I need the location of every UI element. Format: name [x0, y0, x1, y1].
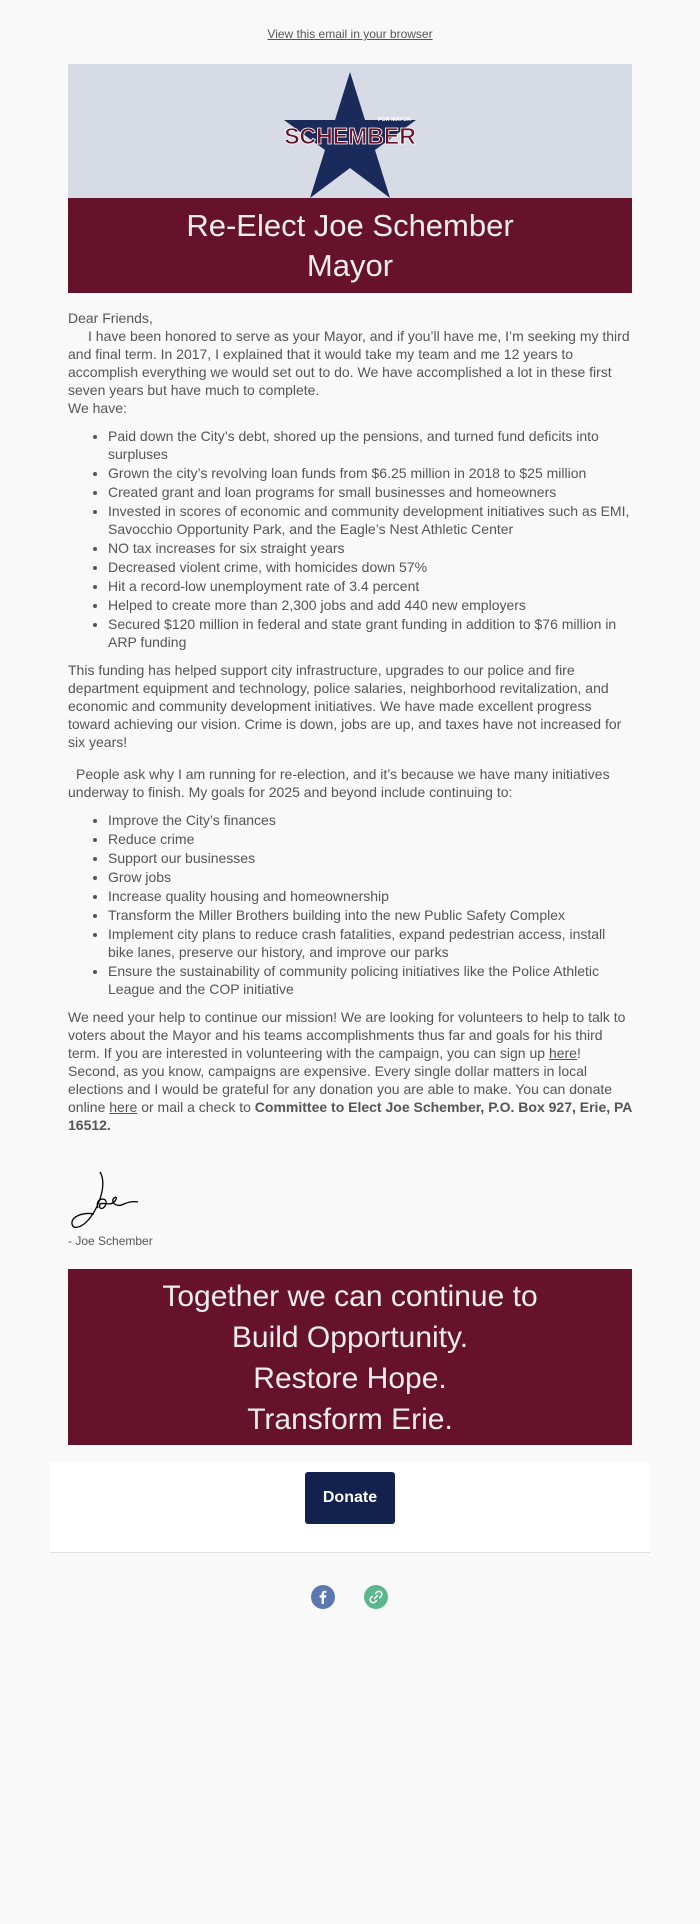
signature — [68, 1168, 148, 1234]
list-item: • Invested in scores of economic and community development initiatives such as EMI, Savocchio Opportunity Park, and the Eagle’s Nest Athletic Center — [108, 502, 634, 538]
website-link[interactable] — [364, 1585, 388, 1609]
campaign-logo — [68, 64, 632, 198]
donate-section — [50, 1462, 650, 1553]
list-item: • Paid down the City’s debt, shored up the pensions, and turned fund deficits into surpluses — [108, 427, 634, 463]
list-item: • Helped to create more than 2,300 jobs and add 440 new employers — [108, 596, 634, 614]
closing-line-3: Restore Hope. — [253, 1362, 447, 1395]
closing-line-4: Transform Erie. — [247, 1403, 453, 1436]
donate-button[interactable]: Donate — [305, 1472, 395, 1524]
we-have-label: We have: — [68, 400, 127, 416]
list-item: • Decreased violent crime, with homicides down 57% — [108, 558, 634, 576]
donate-online-link[interactable]: here — [109, 1099, 138, 1115]
closing-line-2: Build Opportunity. — [231, 1321, 469, 1354]
greeting: Dear Friends, — [68, 310, 153, 326]
list-item: • Reduce crime — [108, 830, 634, 848]
list-item: • Transform the Miller Brothers building into the new Public Safety Complex — [108, 906, 634, 924]
list-item: • Improve the City’s finances — [108, 811, 634, 829]
list-item: • NO tax increases for six straight years — [108, 539, 634, 557]
intro-paragraph: I have been honored to serve as your Mayor, and if you’ll have me, I’m seeking my third and final term. In 2017, I explained that it would take my team and me 12 years to accomplish everything we would set out to do. We have accomplished a lot in these first seven years but have much to complete. — [68, 328, 630, 398]
letter-body — [68, 309, 634, 1134]
why-running-paragraph: People ask why I am running for re-election, and it’s because we have many initiatives underway to finish. My goals for 2025 and beyond include continuing to: — [68, 766, 610, 800]
signoff: - Joe Schember — [68, 1234, 153, 1248]
closing-banner — [68, 1269, 632, 1445]
closing-line-1: Together we can continue to — [162, 1280, 538, 1313]
list-item: • Grown the city’s revolving loan funds from $6.25 million in 2018 to $25 million — [108, 464, 634, 482]
list-item: • Grow jobs — [108, 868, 634, 886]
facebook-link[interactable] — [311, 1585, 335, 1609]
list-item: • Hit a record-low unemployment rate of 3.4 percent — [108, 577, 634, 595]
logo-small-text: FOR MAYOR — [378, 117, 412, 123]
volunteer-signup-link[interactable]: here — [548, 1045, 577, 1061]
list-item: • Increase quality housing and homeownership — [108, 887, 634, 905]
list-item: • Ensure the sustainability of community policing initiatives like the Police Athletic League and the COP initiative — [108, 962, 634, 998]
list-item: • Created grant and loan programs for small businesses and homeowners — [108, 483, 634, 501]
goals-list — [68, 811, 634, 998]
list-item: • Implement city plans to reduce crash fatalities, expand pedestrian access, install bike lanes, preserve our history, and improve our parks — [108, 925, 634, 961]
list-item: • Secured $120 million in federal and state grant funding in addition to $76 million in ARP funding — [108, 615, 634, 651]
view-in-browser-link[interactable]: View this email in your browser — [267, 27, 433, 41]
funding-paragraph: This funding has helped support city infrastructure, upgrades to our police and fire department equipment and technology, police salaries, neighborhood revitalization, and economic and community development initiatives. We have made excellent progress toward achieving our vision. Crime is down, jobs are up, and taxes have not increased for six years! — [68, 662, 622, 750]
help-paragraph: We need your help to continue our mission! We are looking for volunteers to help to talk to voters about the Mayor and his teams accomplishments thus far and goals for his third term. If you are interested in volunteering with the campaign, you can sign up here! Second, as you know, campaigns are expensive. Every single dollar matters in local elections and I would be grateful for any donation you are able to make. You can donate online here or mail a check to Committee to Elect Joe Schember, P.O. Box 927, Erie, PA 16512. — [68, 1009, 632, 1133]
logo-name-text: SCHEMBER — [284, 123, 416, 149]
facebook-icon — [311, 1585, 335, 1609]
link-icon — [364, 1585, 388, 1609]
mail-address: Committee to Elect Joe Schember, P.O. Box 927, Erie, PA 16512. — [68, 1099, 632, 1133]
title-line-1: Re-Elect Joe Schember — [186, 208, 514, 243]
title-line-2: Mayor — [306, 248, 394, 283]
accomplishments-list — [68, 427, 634, 651]
title-banner — [68, 198, 632, 293]
list-item: • Support our businesses — [108, 849, 634, 867]
